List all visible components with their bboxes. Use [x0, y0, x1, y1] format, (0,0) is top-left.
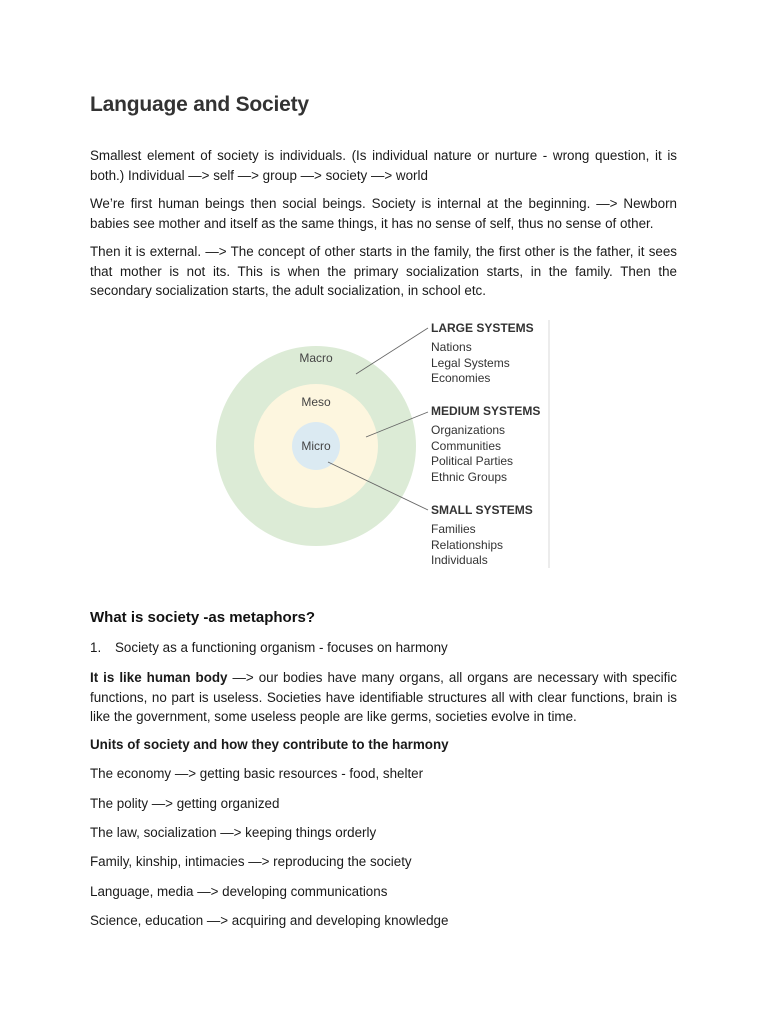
large-item: Legal Systems	[431, 356, 510, 370]
small-item: Individuals	[431, 553, 488, 567]
small-item: Families	[431, 522, 476, 536]
unit-line: The polity —> getting organized	[90, 796, 280, 811]
unit-line: Language, media —> developing communications	[90, 884, 388, 899]
units-heading: Units of society and how they contribute to the harmony	[90, 737, 449, 752]
micro-label: Micro	[301, 439, 331, 453]
medium-item: Political Parties	[431, 454, 514, 468]
medium-item: Organizations	[431, 423, 506, 437]
section-heading: What is society -as metaphors?	[90, 609, 316, 626]
meso-label: Meso	[301, 395, 331, 409]
small-systems-heading: SMALL SYSTEMS	[431, 503, 533, 517]
macro-label: Macro	[299, 351, 333, 365]
large-item: Nations	[431, 340, 472, 354]
unit-line: The law, socialization —> keeping things orderly	[90, 825, 377, 840]
paragraph-external: Then it is external. —> The concept of other starts in the family, the first other is the father, it sees that mother is not its. This is when the primary socialization starts, in the family. Then the secondary socialization starts, the adult socialization, in school etc.	[90, 244, 677, 298]
list-item-text: Society as a functioning organism - focuses on harmony	[115, 640, 448, 655]
unit-line: The economy —> getting basic resources - food, shelter	[90, 766, 424, 781]
large-item: Economies	[431, 371, 491, 385]
unit-line: Family, kinship, intimacies —> reproducing the society	[90, 854, 412, 869]
paragraph-intro: Smallest element of society is individuals. (Is individual nature or nurture - wrong question, it is both.) Individual —> self —> group —> society —> world	[90, 148, 677, 183]
small-item: Relationships	[431, 538, 504, 552]
numbered-list-item	[90, 640, 448, 655]
page-title: Language and Society	[90, 93, 309, 116]
medium-item: Communities	[431, 439, 502, 453]
large-systems-heading: LARGE SYSTEMS	[431, 321, 534, 335]
medium-systems-heading: MEDIUM SYSTEMS	[431, 404, 541, 418]
list-number: 1.	[90, 640, 102, 655]
bold-lead: It is like human body	[90, 670, 228, 685]
systems-diagram	[210, 316, 555, 572]
unit-line: Science, education —> acquiring and developing knowledge	[90, 913, 449, 928]
paragraph-text: —> our bodies have many organs, all organs are necessary with specific functions, no part is useless. Societies have identifiable structures all with clear functions, brain is like the government, some useless people are like germs, societies evolve in time.	[90, 670, 677, 724]
paragraph-human-body	[90, 668, 677, 727]
paragraph-internal: We’re first human beings then social beings. Society is internal at the beginning. —> Newborn babies see mother and itself as the same things, it has no sense of self, thus no sense of other.	[90, 196, 677, 231]
medium-item: Ethnic Groups	[431, 470, 508, 484]
connector-large	[356, 328, 428, 374]
